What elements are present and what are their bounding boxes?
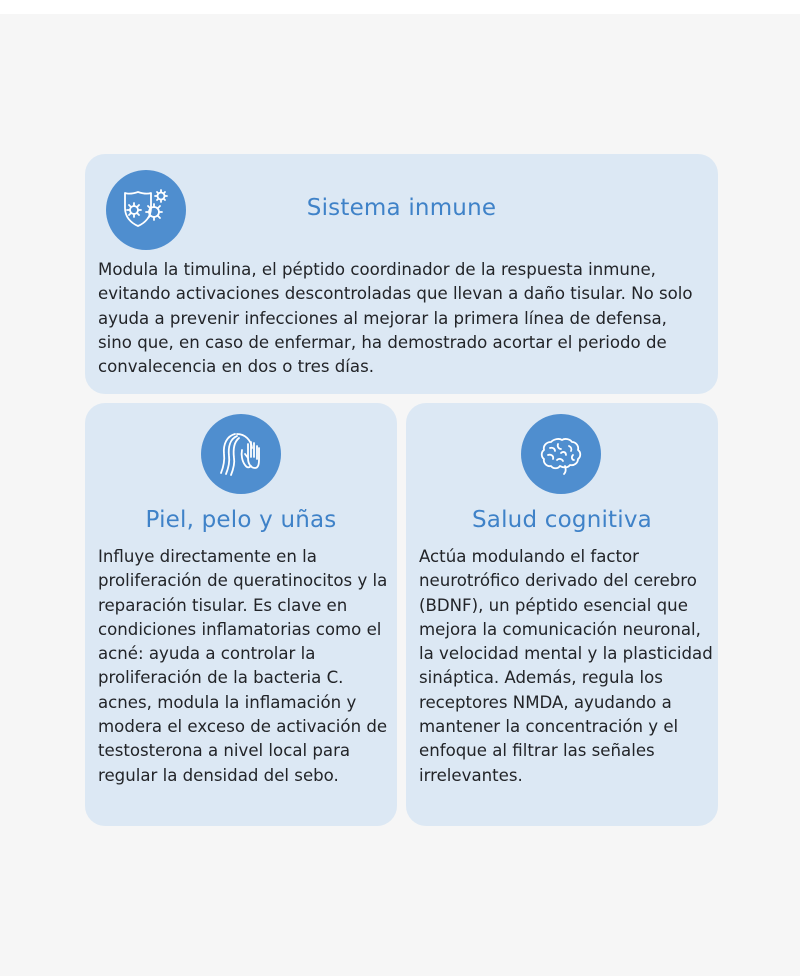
top-strip	[0, 0, 800, 14]
card-body: Influye directamente en la proliferación de queratinocitos y la reparación tisular. Es clave en condiciones inflamatorias como el acné: ayuda a controlar la proliferación de la bacteria C. acnes, modula la inflamación y modera el exceso de activación de testosterona a nivel local para regular la densidad del sebo.	[98, 547, 388, 785]
card-title: Sistema inmune	[306, 195, 497, 221]
cognitive-health-card	[406, 403, 718, 826]
card-title: Piel, pelo y uñas	[145, 507, 337, 533]
card-body: Modula la timulina, el péptido coordinador de la respuesta inmune, evitando activaciones descontroladas que llevan a daño tisular. No solo ayuda a prevenir infecciones al mejorar la primera línea de defensa, sino que, en caso de enfermar, ha demostrado acortar el periodo de convalecencia en dos o tres días.	[98, 260, 693, 377]
brain-icon	[535, 428, 587, 480]
card-title: Salud cognitiva	[472, 507, 652, 533]
brain-icon-badge	[521, 414, 601, 494]
skin-hair-nails-card	[85, 403, 397, 826]
card-body: Actúa modulando el factor neurotrófico derivado del cerebro (BDNF), un péptido esencial que mejora la comunicación neuronal, la velocidad mental y la plasticidad sináptica. Además, regula los receptores NMDA, ayudando a mantener la concentración y el enfoque al filtrar las señales irrelevantes.	[419, 547, 713, 785]
skin-icon-badge	[201, 414, 281, 494]
immune-system-card	[85, 154, 718, 394]
face-hair-hand-icon	[215, 428, 267, 480]
